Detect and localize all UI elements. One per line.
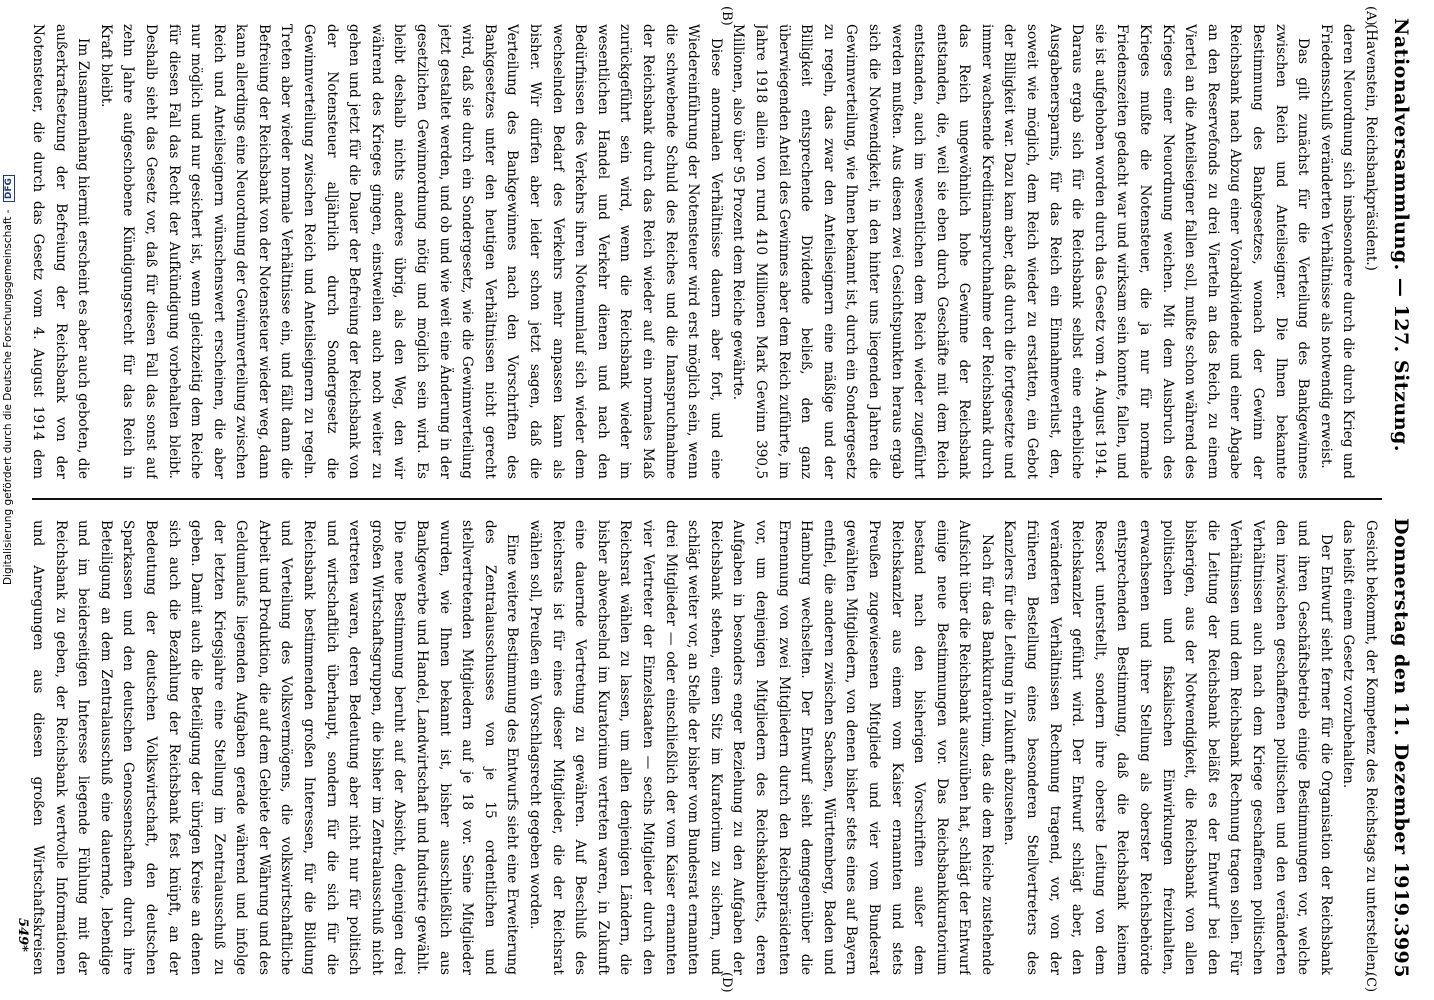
paragraph: Der Entwurf sieht ferner für die Organisation der Reichsbank und ihren Geschäftsbetrieb einige Bestimmungen vor, welche den inzwischen geschaffenen politischen und den veränderten Verhältnissen auch nach dem Kriege geschaffenen politischen Verhältnissen und dem Reichsbank Rechnung tragen sollen. Für die Leitung der Reichsbank beläßt es der Entwurf bei den bisherigen, aus der Notwendigkeit, die Reichsbank von allen politischen und fiskalischen Einwirkungen freizuhalten, erwachsenen und ihrer Stellung als oberster Reichsbehörde entsprechenden Bestimmung, daß die Reichsbank keinem Ressort unterstellt, sondern ihre oberste Leitung von dem Reichskanzler geführt wird. Der Entwurf schlägt aber, den veränderten Verhältnissen Rechnung tragend, vor, von der früheren Bestellung eines besonderen Stellvertreters des Kanzlers für die Leitung in Zukunft abzusehen. xyxy=(1001,520,1334,975)
column-divider xyxy=(32,498,1382,500)
paragraph: Gesicht bekommt, der Kompetenz des Reichstags zu unterstellen, das heißt einem Gesetz vorzubehalten. xyxy=(1340,520,1379,975)
margin-marker-b: (B) xyxy=(719,6,734,26)
page-header xyxy=(1386,18,1416,978)
header-session-title: Nationalversammlung. — 127. Sitzung. xyxy=(1390,18,1412,452)
paragraph: Nach für das Bankkuratorium, das die dem Reiche zustehende Aufsicht über die Reichsbank auszuüben hat, schlägt der Entwurf einige neue Bestimmungen vor. Das Reichsbankkuratorium bestand nach den bisherigen Vorschriften außer dem Reichskanzler aus einem vom Kaiser ernannten und stets Preußen zugewiesenen Mitgliede und vier vom Bundesrat gewählten Mitgliedern, von denen bisher stets eines auf Bayern entfiel, die anderen zwischen Sachsen, Württemberg, Baden und Hamburg wechselten. Der Entwurf sieht demgegenüber die Ernennung von zwei Mitgliedern durch den Reichspräsidenten vor, um denjenigen Mitgliedern des Reichskabinetts, deren Aufgaben in besonders enger Beziehung zu den Aufgaben der Reichsbank stehen, einen Sitz im Kuratorium zu sichern, und schlägt weiter vor, an Stelle der bisher vom Bundesrat ernannten drei Mitglieder — oder einschließlich der vom Kaiser ernannten vier Vertreter der Einzelstaaten — sechs Mitglieder durch den Reichsrat wählen zu lassen, um allen denjenigen Ländern, die bisher abwechselnd im Kuratorium vertreten waren, in Zukunft eine dauernde Vertretung zu gewähren. Auf Beschluß des Reichsrats ist für eines dieser Mitglieder, die der Reichsrat wählen soll, Preußen ein Vorschlagsrecht gegeben worden. xyxy=(527,520,995,975)
speaker-label: (Havenstein, Reichsbankpräsident.) xyxy=(1363,24,1379,271)
printer-signature: 549* xyxy=(15,918,30,952)
paragraph: Das gilt zunächst für die Verteilung des Bankgewinnes zwischen Reich und Anteilseigner. Die Ihnen bekannte Bestimmung des Bankgesetzes, wonach der Gewinn der Reichsbank nach Abzug einer Vorabdividende und einer Abgabe an den Reservefonds zu drei Vierteln an das Reich, zu einem Viertel an die Anteilseigner fallen soll, mußte schon während des Krieges einer Neuordnung weichen. Mit dem Ausbruch des Krieges mußte die Notensteuer, die ja nur für normale Friedenszeiten gedacht war und wirksam sein konnte, fallen, und sie ist aufgehoben worden durch das Gesetz vom 4. August 1914. Daraus ergab sich für die Reichsbank selbst eine erhebliche Ausgabenersparnis, für das Reich ein Einnahmeverlust, den, soweit wie möglich, dem Reich wieder zu erstatten, ein Gebot der Billigkeit war. Dazu kam aber, daß durch die fortgesetzte und immer wachsende Kreditinanspruchnahme der Reichsbank durch das Reich ungewöhnlich hohe Gewinne der Reichsbank entstanden, die, weil sie eben durch Geschäfte mit dem Reich entstanden, auch im wesentlichen dem Reich wieder zugeführt werden mußten. Aus diesen zwei Gesichtspunkten heraus ergab sich die Notwendigkeit, in den hinter uns liegenden Jahren die Gewinnverteilung, wie Ihnen bekannt ist, durch ein Sondergesetz zu regeln, das zwar den Anteilseignern eine mäßige und der Billigkeit entsprechende Dividende beließ, den ganz überwiegenden Anteil des Gewinnes aber dem Reich zuführte, im Jahre 1918 allein von rund 410 Millionen Mark Gewinn 390,5 Millionen, also über 95 Prozent dem Reiche gewährte. xyxy=(730,24,1312,479)
paragraph: Diese anormalen Verhältnisse dauern aber fort, und eine Wiedereinführung der Notensteuer wird erst möglich sein, wenn die schwebende Schuld des Reiches und die Inanspruchnahme der Reichsbank durch das Reich wieder auf ein normales Maß zurückgeführt sein wird, wenn die Reichsbank wieder im wesentlichen Handel und Verkehr dienen und nach den Bedürfnissen des Verkehrs ihren Notenumlauf sich wieder dem wechselnden Bedarf des Verkehrs mehr anpassen kann als bisher. Wir dürfen aber leider schon jetzt sagen, daß die Verteilung des Bankgewinnes nach den Vorschriften des Bankgesetzes unter den heutigen Verhältnissen nicht gerecht wird, daß sie durch ein Sondergesetz, wie die Gewinnverteilung jetzt gestaltet werden, und ob und wie weit eine Änderung in der gesetzlichen Gewinnordnung nötig und möglich sein wird. Es bleibt deshalb nichts anderes übrig, als den Weg, den wir während des Krieges gingen, einstweilen auch noch weiter zu gehen und jetzt für die Dauer der Befreiung der Reichsbank von der Notensteuer alljährlich durch Sondergesetz die Gewinnverteilung zwischen Reich und Anteilseignern zu regeln. Treten aber wieder normale Verhältnisse ein, und fällt dann die Befreiung der Reichsbank von der Notensteuer wieder weg, dann kann allerdings eine Neuordnung der Gewinnverteilung zwischen Reich und Anteilseignern wünschenswert erscheinen, die aber nur möglich und nur gesichert ist, wenn gleichzeitig dem Reiche für diesen Fall das Recht der Aufkündigung vorbehalten bleibt. Deshalb sieht das Gesetz vor, daß für diesen Fall das sonst auf zehn Jahre aufgeschobene Kündigungsrecht für das Reich in Kraft bleibt. xyxy=(97,24,724,479)
paragraph: deren Neuordnung sich insbesondere durch die durch Krieg und Friedensschluß veränderten Verhältnisse als notwendig erweist. xyxy=(1317,24,1357,479)
dfg-logo-icon: DFG xyxy=(3,175,15,202)
left-text-column xyxy=(22,24,1382,479)
header-date: Donnerstag den 11. Dezember 1919. xyxy=(1390,518,1412,924)
paragraph: Im Zusammenhang hiermit erscheint es aber auch geboten, die außerkraftsetzung der Befreiung der Reichsbank von der Notensteuer, die durch das Gesetz vom 4. August 1914 dem xyxy=(29,24,92,479)
paragraph: Eine weitere Bestimmung des Entwurfs sieht eine Erweiterung des Zentralausschusses von je 15 ordentlichen und stellvertretenden Mitgliedern auf je 18 vor. Seine Mitglieder wurden, wie Ihnen bekannt ist, bisher ausschließlich aus Bankgewerbe und Handel, Landwirtschaft und Industrie gewählt. Die neue Bestimmung beruht auf der Absicht, denjenigen drei großen Wirtschaftsgruppen, die bisher im Zentralausschuß nicht vertreten waren, deren Bedeutung aber nicht nur für politisch und wirtschaftlich überhaupt, sondern für die sich für die Reichsbank bestimmenden großen Interessen, für die Bildung und Verteilung des Volksvermögens, die volkswirtschaftliche Arbeit und Produktion, die auf dem Gebiete der Währung und des Geldumlaufs liegenden Aufgaben gerade während und infolge der letzten Kriegsjahre eine Stellung im Zentralausschuß zu geben. Damit auch die Beteiligung der übrigen Kreise an denen sich auch die Bezahlung der Reichsbank fest knüpft, an der Bedeutung der deutschen Volkswirtschaft, den deutschen Sparkassen und den deutschen Genossenschaften durch ihre Beteiligung an dem Zentralausschuß eine dauernde, lebendige und im beiderseitigen Interesse liegende Fühlung mit der Reichsbank zu geben, der Reichsbank wertvolle Informationen und Anregungen aus diesen großen Wirtschaftskreisen xyxy=(29,520,521,975)
margin-marker-a: (A) xyxy=(1363,6,1378,26)
digitization-credit-text: Digitalisierung gefördert durch die Deutsche Forschungsgemeinschaft - xyxy=(2,209,14,585)
margin-marker-d: (D) xyxy=(719,972,734,993)
margin-marker-c: (C) xyxy=(1363,972,1378,993)
right-text-column xyxy=(22,520,1382,975)
header-page-number: 3995 xyxy=(1390,923,1412,978)
digitization-credit xyxy=(2,175,18,585)
